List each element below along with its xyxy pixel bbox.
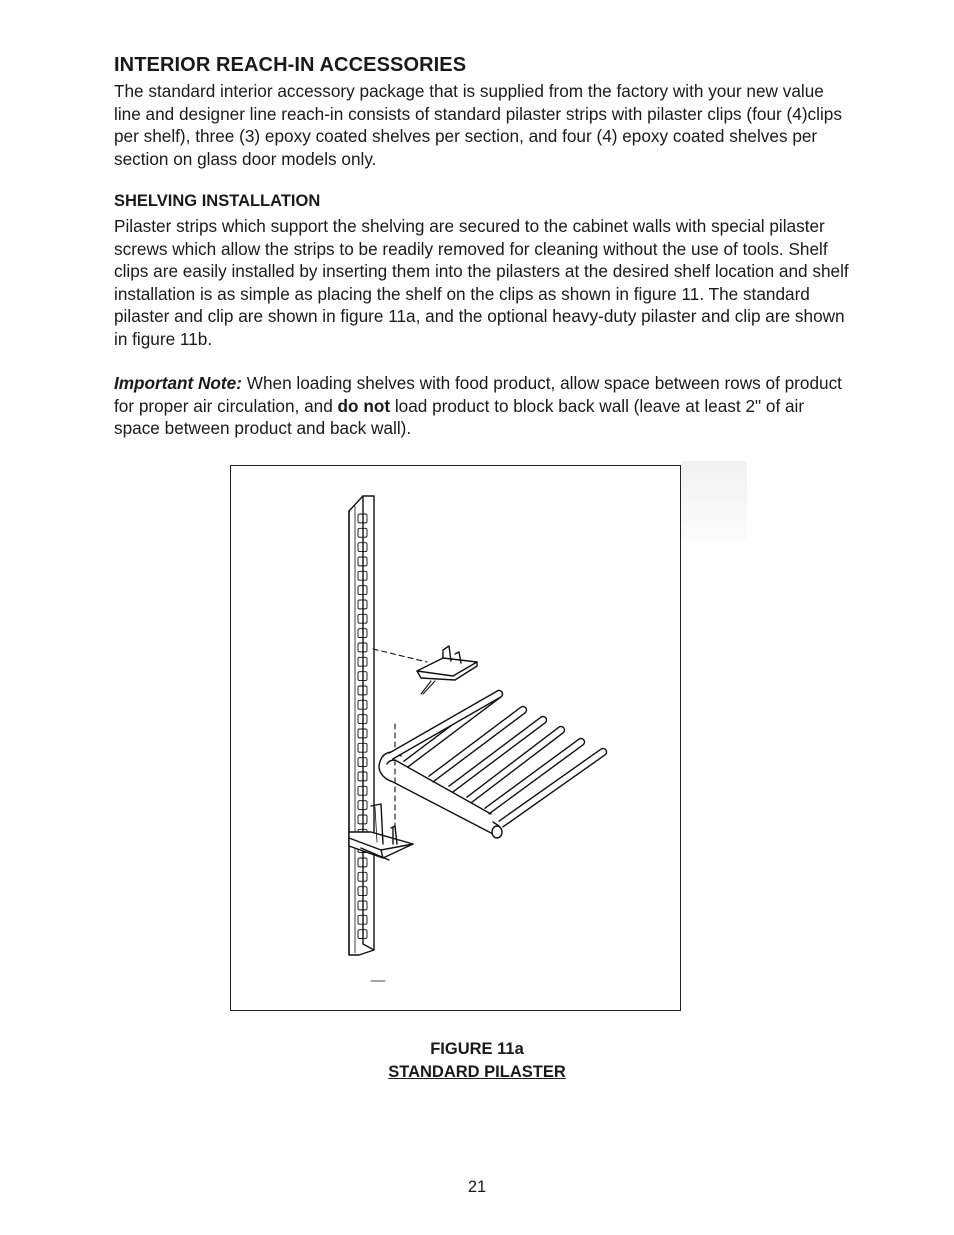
section-heading: INTERIOR REACH-IN ACCESSORIES xyxy=(114,54,467,76)
important-note-paragraph xyxy=(114,372,849,440)
note-text-before: When loading shelves with food product, allow space between rows of product for proper air circulation, and xyxy=(114,373,842,416)
scan-shadow xyxy=(681,461,747,541)
note-lead: Important Note: xyxy=(114,373,242,393)
intro-paragraph: The standard interior accessory package that is supplied from the factory with your new value line and designer line reach-in consists of standard pilaster strips with pilaster clips (four (4)clips per shelf), three (3) epoxy coated shelves per section, and four (4) epoxy coated shelves per section on glass door models only. xyxy=(114,81,842,169)
page-number: 21 xyxy=(467,1178,487,1196)
subsection-heading: SHELVING INSTALLATION xyxy=(114,192,321,210)
shelving-paragraph: Pilaster strips which support the shelving are secured to the cabinet walls with special pilaster screws which allow the strips to be readily removed for cleaning without the use of tools. Shelf clips are easily installed by inserting them into the pilasters at the desired shelf location and shelf installation is as simple as placing the shelf on the clips as shown in figure 11. The standard pilaster and clip are shown in figure 11a, and the optional heavy-duty pilaster and clip are shown in figure 11b. xyxy=(114,216,849,349)
note-emphasis: do not xyxy=(337,395,391,416)
shelf-bar-end xyxy=(492,826,502,838)
pilaster-illustration xyxy=(231,466,680,1010)
wire-shelf xyxy=(379,691,606,839)
figure-frame xyxy=(230,465,681,1011)
floating-shelf-clip xyxy=(417,646,477,694)
figure-number: FIGURE 11a xyxy=(430,1040,524,1058)
figure-title: STANDARD PILASTER xyxy=(388,1063,566,1081)
pilaster-strip xyxy=(349,496,374,955)
shelf-side-wire xyxy=(389,691,502,760)
note-text-after: load product to block back wall (leave at least 2" of air space between product and back wall). xyxy=(114,395,805,438)
